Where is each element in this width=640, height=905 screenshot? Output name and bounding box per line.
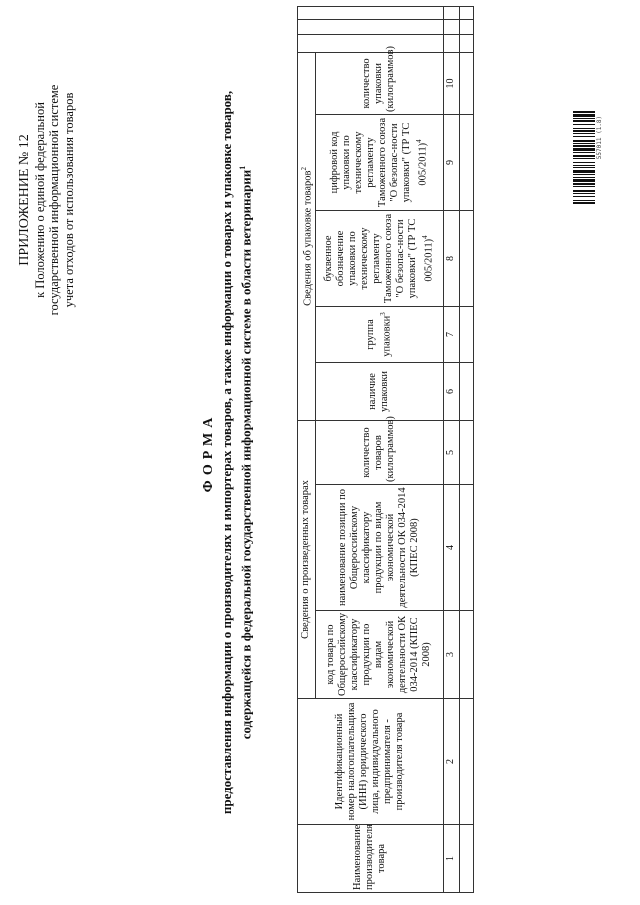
data-cell[interactable] <box>459 699 473 825</box>
heading-line-text: содержащейся в федеральной государственной информационной системе в области ветеринарии <box>238 169 254 740</box>
data-cell[interactable] <box>459 52 473 114</box>
empty-cell <box>443 6 459 19</box>
group-header-packaging <box>298 52 316 420</box>
empty-data-row <box>459 6 473 892</box>
column-number: 3 <box>443 611 459 699</box>
column-number: 10 <box>443 52 459 114</box>
column-number-row <box>443 6 459 892</box>
data-cell[interactable] <box>459 34 473 52</box>
group-header-row <box>298 6 316 892</box>
empty-cell <box>443 19 459 34</box>
column-number: 1 <box>443 825 459 893</box>
column-header: наименование позиции по Общероссийскому классификатору продукции по видам экономической деятельности ОК 034-2014 (КПЕС 2008) <box>315 485 443 611</box>
column-header-text: буквенное обозначение упаковки по техническому регламенту Таможенного союза "О безопас-ности упаковки" (ТР ТС 005/2011) <box>322 213 435 304</box>
column-header: Идентификационный номер налогоплательщика (ИНН) юридического лица, индивидуального предпринимателя - производителя товара <box>298 699 444 825</box>
footnote-marker: 4 <box>420 235 429 239</box>
group-header-goods: Сведения о произведенных товарах <box>298 420 316 698</box>
column-header: наличие упаковки <box>315 362 443 420</box>
column-header: код товара по Общероссийскому классификатору продукции по видам экономической деятельности ОК 034-2014 (КПЕС 2008) <box>315 611 443 699</box>
form-title: ФОРМА <box>201 412 216 493</box>
data-cell[interactable] <box>459 485 473 611</box>
data-cell[interactable] <box>459 362 473 420</box>
appendix-line: учета отходов от использования товаров <box>61 92 76 308</box>
appendix-line: государственной информационной системе <box>47 84 61 316</box>
group-header-text: Сведения об упаковке товаров <box>302 170 314 306</box>
column-header <box>315 114 443 210</box>
data-cell[interactable] <box>459 420 473 484</box>
column-header: Наименование производителя товара <box>298 825 444 893</box>
appendix-block <box>18 50 76 350</box>
data-cell[interactable] <box>459 6 473 19</box>
form-heading <box>219 12 254 893</box>
column-number: 9 <box>443 114 459 210</box>
column-number: 4 <box>443 485 459 611</box>
appendix-line: к Положению о единой федеральной <box>32 102 47 298</box>
data-cell[interactable] <box>459 611 473 699</box>
barcode-number: 557011 (1.8) <box>596 115 603 160</box>
empty-cell <box>298 19 444 34</box>
column-number: 7 <box>443 306 459 362</box>
empty-cell <box>298 6 444 19</box>
barcode-image <box>573 70 595 205</box>
appendix-title: ПРИЛОЖЕНИЕ № 12 <box>17 134 32 266</box>
empty-cell <box>298 34 444 52</box>
footnote-marker: 2 <box>300 167 308 171</box>
column-number: 8 <box>443 210 459 306</box>
data-cell[interactable] <box>459 19 473 34</box>
heading-line: предоставления информации о производителях и импортерах товаров, а также информации о товарах и упаковке товаров, <box>219 90 234 815</box>
empty-cell <box>443 34 459 52</box>
column-header-text: группа упаковки <box>364 315 393 357</box>
column-header <box>315 306 443 362</box>
column-number: 6 <box>443 362 459 420</box>
column-header-text: цифровой код упаковки по техническому регламенту Таможенного союза "О безопас-ности упаковки" (ТР ТС 005/2011) <box>328 117 429 208</box>
footnote-marker: 3 <box>378 312 387 316</box>
form-table <box>297 6 474 893</box>
data-cell[interactable] <box>459 114 473 210</box>
column-header: количество товаров (килограммов) <box>315 420 443 484</box>
data-cell[interactable] <box>459 306 473 362</box>
heading-line <box>235 12 254 893</box>
column-number: 2 <box>443 699 459 825</box>
footnote-marker: 4 <box>414 139 423 143</box>
data-cell[interactable] <box>459 210 473 306</box>
column-number: 5 <box>443 420 459 484</box>
data-cell[interactable] <box>459 825 473 893</box>
column-header <box>315 210 443 306</box>
footnote-marker: 1 <box>238 165 247 170</box>
column-header: количество упаковки (килограммов) <box>315 52 443 114</box>
